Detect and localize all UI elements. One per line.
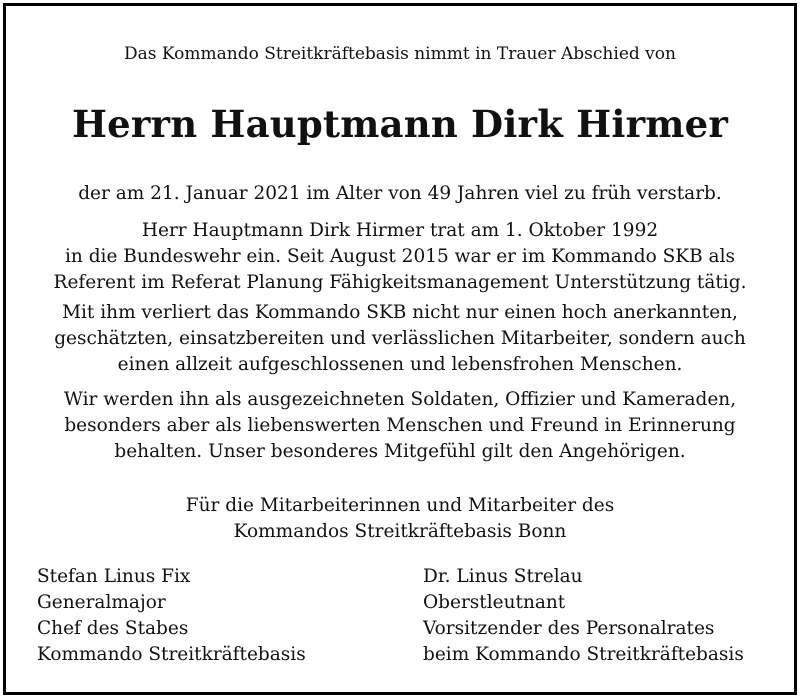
intro-line: Das Kommando Streitkräftebasis nimmt in Trauer Abschied von <box>124 44 676 64</box>
signatory-left <box>37 564 306 668</box>
signatory-rank: Oberstleutnant <box>423 592 566 613</box>
text-line: Referent im Referat Planung Fähigkeitsmanagement Unterstützung tätig. <box>53 272 747 293</box>
paragraph-death-date <box>6 181 794 207</box>
signatory-name: Dr. Linus Strelau <box>423 566 583 587</box>
text-line: der am 21. Januar 2021 im Alter von 49 Jahren viel zu früh verstarb. <box>78 183 722 204</box>
signatory-rank: Generalmajor <box>37 592 166 613</box>
on-behalf-block <box>6 493 794 545</box>
paragraph-tribute <box>6 300 794 378</box>
text-line: Kommandos Streitkräftebasis Bonn <box>233 521 567 542</box>
text-line: Wir werden ihn als ausgezeichneten Soldaten, Offizier und Kameraden, <box>63 389 737 410</box>
obituary-notice <box>3 3 797 695</box>
signatory-role: Chef des Stabes <box>37 618 189 639</box>
signatory-right <box>423 564 744 668</box>
text-line: Mit ihm verliert das Kommando SKB nicht nur einen hoch anerkannten, <box>62 302 738 323</box>
deceased-name: Herrn Hauptmann Dirk Hirmer <box>71 102 729 146</box>
signatory-role: Vorsitzender des Personalrates <box>423 618 715 639</box>
text-line: Herr Hauptmann Dirk Hirmer trat am 1. Oktober 1992 <box>141 220 659 241</box>
paragraph-remembrance <box>6 387 794 465</box>
paragraph-career <box>6 218 794 296</box>
text-line: besonders aber als liebenswerten Menschen und Freund in Erinnerung <box>64 415 736 436</box>
signatory-unit: beim Kommando Streitkräftebasis <box>423 644 744 665</box>
text-line: Für die Mitarbeiterinnen und Mitarbeiter des <box>185 495 615 516</box>
text-line: behalten. Unser besonderes Mitgefühl gilt den Angehörigen. <box>114 441 686 462</box>
text-line: einen allzeit aufgeschlossenen und lebensfrohen Menschen. <box>117 354 683 375</box>
signatory-name: Stefan Linus Fix <box>37 566 191 587</box>
text-line: in die Bundeswehr ein. Seit August 2015 war er im Kommando SKB als <box>65 246 735 267</box>
signatory-unit: Kommando Streitkräftebasis <box>37 644 306 665</box>
text-line: geschätzten, einsatzbereiten und verlässlichen Mitarbeiter, sondern auch <box>54 328 746 349</box>
